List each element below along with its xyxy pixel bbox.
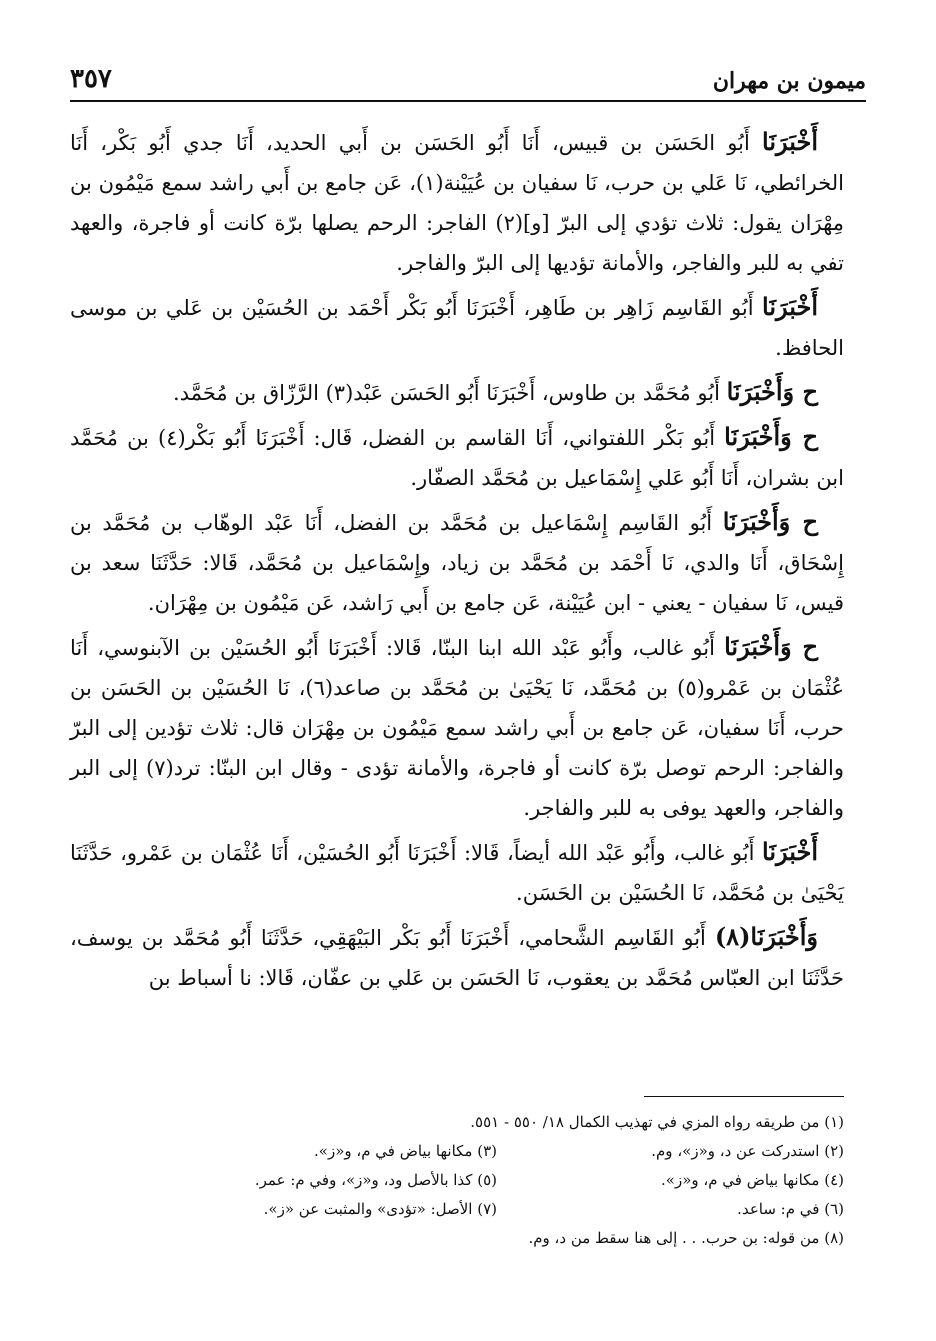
paragraph xyxy=(70,287,844,368)
paragraph-lead: ح وَأَخْبَرَنَا xyxy=(722,507,819,536)
footnote-6: (٦) في م: ساعد. xyxy=(737,1200,844,1218)
paragraph-text: أَبُو الحَسَن بن قبيس، أَنَا أَبُو الحَسَن بن أَبي الحديد، أَنَا جدي أَبُو بَكْر، أَنَا الخرائطي، نَا عَلي بن حرب، نَا سفيان بن عُيَيْنة(١)، عَن جامع بن أَبي راشد سمع مَيْمُون بن مِهْرَان يقول: ثلاث تؤدي إلى البرّ [و](٢) الفاجر: الرحم يصلها برّة كانت أو فاجرة، والعهد تفي به للبر والفاجر، والأمانة تؤديها إلى البرّ والفاجر. xyxy=(70,131,845,275)
paragraph-text: أَبُو مُحَمَّد بن طاوس، أَخْبَرَنَا أَبُو الحَسَن عَبْد(٣) الرَّزّاق بن مُحَمَّد. xyxy=(173,381,727,405)
paragraph-text: أَبُو القَاسِم إِسْمَاعيل بن مُحَمَّد بن الفضل، أَنَا عَبْد الوهّاب بن مُحَمَّد بن إِسْحَاق، أَنَا والدي، نَا أَحْمَد بن مُحَمَّد بن زياد، وإِسْمَاعيل بن مُحَمَّد، قَالا: حَدَّثَنَا سعد بن قيس، نَا سفيان - يعني - ابن عُيَيْنة، عَن جامع بن أَبي رَاشد، عَن مَيْمُون بن مِهْرَان. xyxy=(70,511,844,615)
footnote-row xyxy=(150,1195,844,1224)
footnote-4: (٤) مكانها بياض في م، و«ز». xyxy=(661,1171,844,1189)
paragraph-lead: ح وَأَخْبَرَنَا xyxy=(724,422,818,451)
page-header xyxy=(70,58,866,102)
paragraph-text: أَبُو القَاسِم الشَّحامي، أَخْبَرَنَا أَبُو بَكْر البَيْهَقِي، حَدَّثَنَا أَبُو مُحَمَّد بن يوسف، حَدَّثَنَا ابن العبّاس مُحَمَّد بن يعقوب، نَا الحَسَن بن عَلي بن عفّان، قَالا: نا أسباط بن xyxy=(70,926,844,990)
running-title: ميمون بن مهران xyxy=(712,68,866,94)
footnote-row xyxy=(150,1137,844,1166)
paragraph xyxy=(70,627,844,828)
paragraph-lead: أَخْبَرَنَا xyxy=(762,292,818,321)
paragraph xyxy=(70,417,844,498)
paragraph xyxy=(70,832,844,913)
paragraph-text: أَبُو بَكْر اللفتواني، أَنَا القاسم بن الفضل، قَال: أَخْبَرَنَا أَبُو بَكْر(٤) بن مُحَمَّد ابن بشران، أَنَا أَبُو عَلي إِسْمَاعيل بن مُحَمَّد الصفّار. xyxy=(70,426,844,490)
footnote-5: (٥) كذا بالأصل ود، و«ز»، وفي م: عمر. xyxy=(254,1171,497,1189)
paragraph-lead: أَخْبَرَنَا xyxy=(762,837,818,866)
paragraph xyxy=(70,122,844,283)
paragraph-text: أَبُو القَاسِم زَاهِر بن طَاهِر، أَخْبَرَنَا أَبُو بَكْر أَحْمَد بن الحُسَيْن بن عَلي بن موسى الحافظ. xyxy=(70,296,844,360)
footnote-divider xyxy=(644,1096,844,1097)
page-number: ٣٥٧ xyxy=(70,64,112,94)
main-text xyxy=(70,122,844,1002)
paragraph xyxy=(70,917,844,998)
paragraph-lead: ح وَأَخْبَرَنَا xyxy=(726,377,818,406)
paragraph-lead: أَخْبَرَنَا xyxy=(762,127,818,156)
paragraph xyxy=(70,372,844,413)
paragraph-text: أَبُو غالب، وأَبُو عَبْد الله أيضاً، قَالا: أَخْبَرَنَا أَبُو الحُسَيْن، أَنَا عُثْمَان بن عَمْرو، حَدَّثَنَا يَحْيَىٰ بن مُحَمَّد، نَا الحُسَيْن بن الحَسَن. xyxy=(70,841,844,905)
paragraph-lead: ح وَأَخْبَرَنَا xyxy=(724,632,818,661)
footnote-7: (٧) الأصل: «تؤدى» والمثبت عن «ز». xyxy=(263,1200,497,1218)
footnotes xyxy=(150,1108,844,1253)
footnote-2: (٢) استدركت عن د، و«ز»، وم. xyxy=(651,1142,844,1160)
footnote-8: (٨) من قوله: بن حرب. . . إلى هنا سقط من د، وم. xyxy=(528,1229,844,1247)
footnote-3: (٣) مكانها بياض في م، و«ز». xyxy=(314,1142,497,1160)
paragraph-text: أَبُو غالب، وأَبُو عَبْد الله ابنا البنّا، قَالا: أَخْبَرَنَا أَبُو الحُسَيْن بن الآبنوسي، أَنَا عُثْمَان بن عَمْرو(٥) بن مُحَمَّد، نَا يَحْيَىٰ بن مُحَمَّد بن صاعد(٦)، نَا الحُسَيْن بن الحَسَن بن حرب، أَنَا سفيان، عَن جامع بن أَبي راشد سمع مَيْمُون بن مِهْرَان قال: ثلاث تؤدين إلى البرّ والفاجر: الرحم توصل برّة كانت أو فاجرة، والأمانة تؤدى - وقال ابن البنّا: ترد(٧) إلى البر والفاجر، والعهد يوفى به للبر والفاجر. xyxy=(70,636,845,820)
footnote-1: (١) من طريقه رواه المزي في تهذيب الكمال ١٨/ ٥٥٠ - ٥٥١. xyxy=(470,1113,844,1131)
paragraph-lead: وَأَخْبَرَنَا(٨) xyxy=(714,922,818,951)
footnote-row xyxy=(150,1166,844,1195)
paragraph xyxy=(70,502,844,623)
